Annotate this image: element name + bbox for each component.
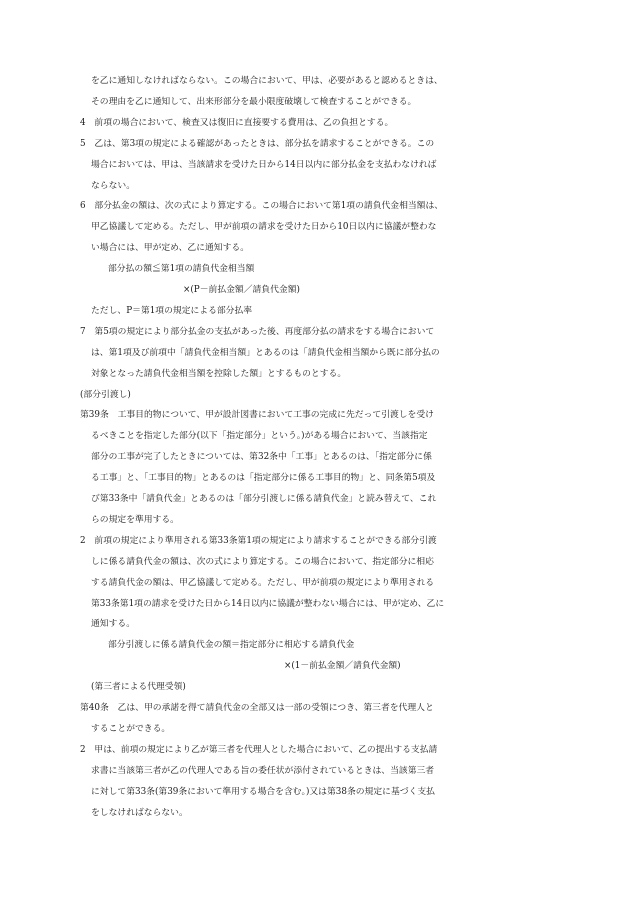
text-line: に対して第33条(第39条において準用する場合を含む。)又は第38条の規定に基づく支払 <box>91 787 435 797</box>
text-line: 4 前項の場合において、検査又は復旧に直接要する費用は、乙の負担とする。 <box>80 118 394 128</box>
section-heading: (部分引渡し) <box>80 390 131 400</box>
text-line: その理由を乙に通知して、出来形部分を最小限度破壊して検査することができる。 <box>91 97 417 107</box>
text-line: 部分の工事が完了したときについては、第32条中「工事」とあるのは、「指定部分に係 <box>91 452 432 462</box>
text-line: る工事」と、「工事目的物」とあるのは「指定部分に係る工事目的物」と、同条第5項及 <box>91 473 436 483</box>
text-line: しに係る請負代金の額は、次の式により算定する。この場合において、指定部分に相応 <box>91 557 434 567</box>
section-heading: (第三者による代理受領) <box>91 682 186 692</box>
text-line: 2 甲は、前項の規定により乙が第三者を代理人とした場合において、乙の提出する支払請 <box>80 745 438 755</box>
text-line: 7 第5項の規定により部分払金の支払があった後、再度部分払の請求をする場合において <box>80 327 435 337</box>
text-line: 6 部分払金の額は、次の式により算定する。この場合において第1項の請負代金相当額は、 <box>80 201 444 211</box>
text-line: るべきことを指定した部分(以下「指定部分」という。)がある場合において、当該指定 <box>91 431 428 441</box>
text-line: 対象となった請負代金相当額を控除した額」とするものとする。 <box>91 369 347 379</box>
text-line: をしなければならない。 <box>91 808 188 818</box>
text-line: ただし、P＝第1項の規定による部分払率 <box>91 306 253 316</box>
formula-line: 部分払の額≦第1項の請負代金相当額 <box>108 264 255 274</box>
text-line: 5 乙は、第3項の規定による確認があったときは、部分払を請求することができる。この <box>80 139 435 149</box>
text-line: する請負代金の額は、甲乙協議して定める。ただし、甲が前項の規定により準用される <box>91 578 435 588</box>
text-line: ならない。 <box>91 181 135 191</box>
text-line: い場合には、甲が定め、乙に通知する。 <box>91 243 249 253</box>
formula-line: ×(P－前払金額／請負代金額) <box>183 285 300 295</box>
text-line: 求書に当該第三者が乙の代理人である旨の委任状が添付されているときは、当該第三者 <box>91 766 435 776</box>
formula-line: ×(1－前払金額／請負代金額) <box>284 661 401 671</box>
formula-line: 部分引渡しに係る請負代金の額＝指定部分に相応する請負代金 <box>108 640 355 650</box>
text-line: 2 前項の規定により準用される第33条第1項の規定により請求することができる部分引渡 <box>80 536 437 546</box>
text-line: は、第1項及び前項中「請負代金相当額」とあるのは「請負代金相当額から既に部分払の <box>91 348 440 358</box>
article-line: 第39条 工事目的物について、甲が設計図書において工事の完成に先だって引渡しを受け <box>80 410 434 420</box>
text-line: することができる。 <box>91 724 171 734</box>
text-line: らの規定を準用する。 <box>91 515 179 525</box>
text-line: 第33条第1項の請求を受けた日から14日以内に協議が整わない場合には、甲が定め、乙に <box>91 599 445 609</box>
text-line: 通知する。 <box>91 619 135 629</box>
article-line: 第40条 乙は、甲の承諾を得て請負代金の全部又は一部の受領につき、第三者を代理人と <box>80 703 434 713</box>
text-line: び第33条中「請負代金」とあるのは「部分引渡しに係る請負代金」と読み替えて、これ <box>91 494 437 504</box>
text-line: を乙に通知しなければならない。この場合において、甲は、必要があると認めるときは、 <box>91 76 443 86</box>
text-line: 場合においては、甲は、当該請求を受けた日から14日以内に部分払金を支払わなければ <box>91 160 437 170</box>
text-line: 甲乙協議して定める。ただし、甲が前項の請求を受けた日から10日以内に協議が整わな <box>91 222 437 232</box>
